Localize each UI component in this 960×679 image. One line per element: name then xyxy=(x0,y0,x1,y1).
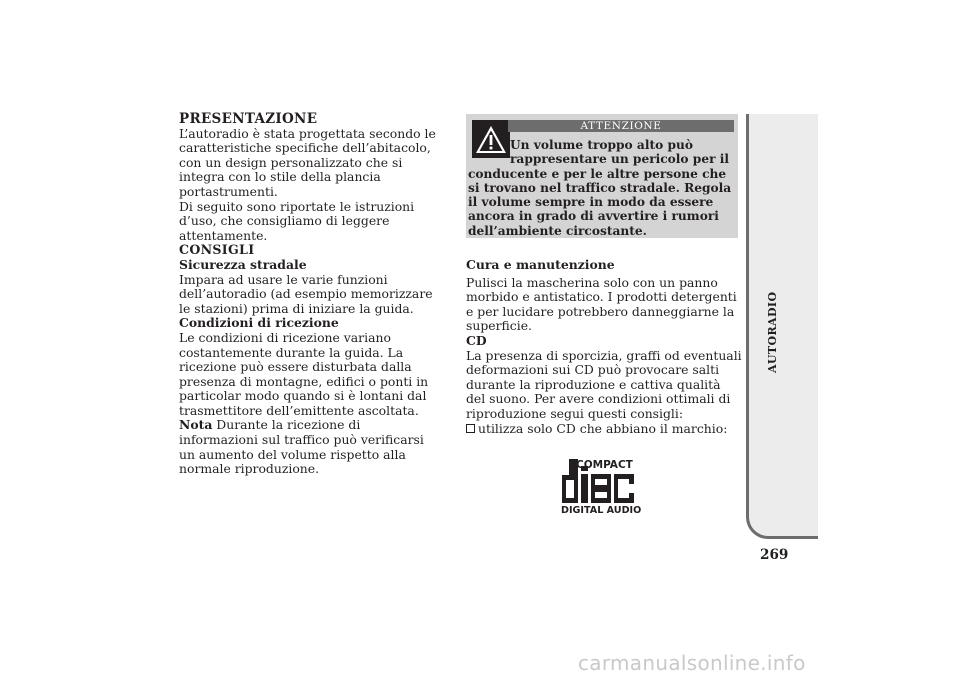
left-column xyxy=(179,112,441,477)
subtitle-cd: CD xyxy=(466,332,487,348)
safety-paragraph: Impara ad usare le varie funzioni dell’autoradio (ad esempio memorizzare le stazioni) prima di iniziare la guida. xyxy=(179,271,433,316)
bullet-text: utilizza solo CD che abbiano il marchio: xyxy=(478,420,728,436)
intro-paragraph-2: Di seguito sono riportate le istruzioni d’uso, che consigliamo di leggere attentamente. xyxy=(179,198,415,243)
reception-paragraph: Le condizioni di ricezione variano costantemente durante la guida. La ricezione può essere disturbata dalla presenza di montagne, edifici o ponti in particolar modo quando si è lontani dal trasmettitore dell’emittente ascoltata. xyxy=(179,329,429,418)
page-number: 269 xyxy=(760,547,789,563)
care-paragraph: Pulisci la mascherina solo con un panno morbido e antistatico. I prodotti detergenti e per lucidare potrebbero danneggiarne la superficie. xyxy=(466,274,737,334)
footer-watermark: carmanualsonline.info xyxy=(578,651,806,675)
right-column xyxy=(466,258,742,436)
warning-text: Un volume troppo alto può rappresentare un pericolo per il conducente e per le altre persone che si trovano nel traffico stradale. Regola il volume sempre in modo da essere ancora in grado di avvertire i rumori dell’ambiente circostante. xyxy=(468,138,732,238)
logo-text-digital-audio: DIGITAL AUDIO xyxy=(561,505,642,515)
side-tab-border xyxy=(746,114,818,539)
note-label: Nota xyxy=(179,417,213,433)
warning-box xyxy=(466,114,738,238)
section-title-presentazione: PRESENTAZIONE xyxy=(179,111,318,127)
compact-disc-logo xyxy=(561,457,656,515)
logo-text-compact: COMPACT xyxy=(576,459,633,471)
subtitle-reception: Condizioni di ricezione xyxy=(179,315,339,331)
bullet-item xyxy=(466,422,742,437)
warning-text-block xyxy=(468,138,734,238)
section-title-consigli: CONSIGLI xyxy=(179,242,255,258)
warning-title: ATTENZIONE xyxy=(508,120,734,132)
intro-paragraph: L’autoradio è stata progettata secondo le caratteristiche specifiche dell’abitacolo, con un design personalizzato che si integra con lo stile della plancia portastrumenti. xyxy=(179,125,436,199)
subtitle-safety: Sicurezza stradale xyxy=(179,256,307,272)
note-text: Durante la ricezione di informazioni sul traffico può verificarsi un aumento del volume rispetto alla normale riproduzione. xyxy=(179,417,424,477)
checkbox-bullet-icon xyxy=(466,424,475,433)
subtitle-care: Cura e manutenzione xyxy=(466,257,615,272)
side-tab-label: AUTORADIO xyxy=(766,291,779,373)
note-paragraph xyxy=(179,418,441,476)
cd-paragraph: La presenza di sporcizia, graffi od eventuali deformazioni sui CD può provocare salti durante la riproduzione e cattiva qualità del suono. Per avere condizioni ottimali di riproduzione segui questi consigli: xyxy=(466,347,742,421)
